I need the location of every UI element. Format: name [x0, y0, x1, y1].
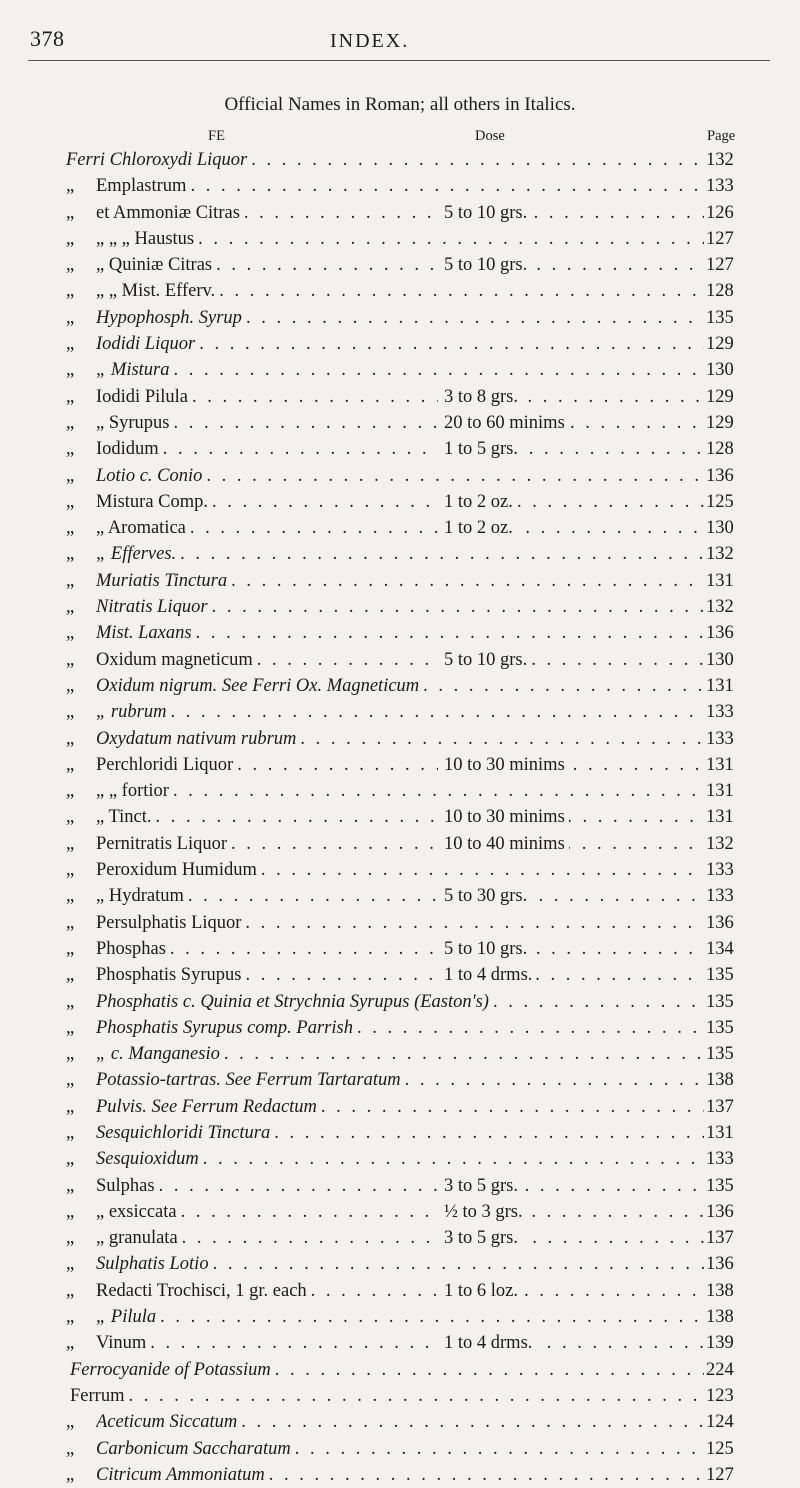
ditto-mark: „: [66, 570, 75, 591]
ditto-mark: „: [66, 1070, 75, 1091]
entry-page: 126: [706, 200, 766, 226]
ditto-mark: „: [66, 938, 75, 959]
entry-page: 132: [706, 831, 766, 857]
entry-page: 131: [706, 752, 766, 778]
index-entry: [0, 173, 800, 199]
ditto-mark: „: [66, 1464, 75, 1485]
index-entry: [0, 147, 800, 173]
column-header-dose: Dose: [475, 128, 505, 144]
entry-dose: 5 to 10 grs.: [438, 200, 531, 226]
ditto-mark: „: [66, 649, 75, 670]
entry-name-leader: [96, 647, 704, 673]
entry-name-leader: [96, 594, 704, 620]
index-entry: [0, 436, 800, 462]
ditto-mark: „: [66, 728, 75, 749]
entry-name-leader: [96, 752, 704, 778]
entry-name-leader: [96, 278, 704, 304]
index-entry: [0, 804, 800, 830]
entry-page: 133: [706, 699, 766, 725]
entry-dose: 5 to 10 grs.: [438, 936, 531, 962]
entry-page: 129: [706, 384, 766, 410]
index-entry: [0, 1357, 800, 1383]
entry-name: Persulphatis Liquor: [96, 912, 242, 933]
index-entry: [0, 778, 800, 804]
entry-page: 125: [706, 1436, 766, 1462]
column-header-fe: FE: [208, 128, 225, 144]
entry-page: 135: [706, 1015, 766, 1041]
entry-page: 131: [706, 568, 766, 594]
index-entry: [0, 357, 800, 383]
entry-dose: 10 to 30 minims: [438, 804, 569, 830]
index-entry: [0, 200, 800, 226]
entry-name: Carbonicum Saccharatum: [96, 1438, 291, 1459]
entry-name: Pulvis. See Ferrum Redactum: [96, 1096, 317, 1117]
index-entry: [0, 278, 800, 304]
entry-name: Iodidi Liquor: [96, 334, 196, 355]
entry-name: „ Pilula: [96, 1307, 157, 1328]
entry-name: Sulphas: [96, 1175, 155, 1196]
ditto-mark: „: [66, 1254, 75, 1275]
entry-dose: 10 to 40 minims: [438, 831, 569, 857]
entry-page: 138: [706, 1304, 766, 1330]
entry-page: 135: [706, 305, 766, 331]
index-entry: [0, 1330, 800, 1356]
entry-page: 123: [706, 1383, 766, 1409]
entry-dose: 1 to 2 oz.: [438, 489, 517, 515]
entry-name: Ferri Chloroxydi Liquor: [66, 150, 248, 170]
index-entry: [0, 647, 800, 673]
entry-name-leader: [96, 778, 704, 804]
entry-page: 129: [706, 410, 766, 436]
entry-page: 132: [706, 147, 766, 173]
entry-name: Sulphatis Lotio: [96, 1254, 209, 1275]
index-entry: [0, 1199, 800, 1225]
entry-name-leader: [96, 173, 704, 199]
entry-page: 130: [706, 647, 766, 673]
entry-dose: 20 to 60 minims: [438, 410, 569, 436]
entry-name: Phosphatis c. Quinia et Strychnia Syrupus (Easton's): [96, 991, 489, 1012]
running-head: INDEX.: [330, 30, 410, 52]
entry-page: 133: [706, 726, 766, 752]
entry-name: Emplastrum: [96, 176, 187, 197]
index-entry: [0, 699, 800, 725]
entry-page: 129: [706, 331, 766, 357]
index-entry: [0, 883, 800, 909]
entry-name-leader: [96, 436, 704, 462]
entry-name-leader: [96, 1015, 704, 1041]
ditto-mark: „: [66, 991, 75, 1012]
entry-name: Oxidum nigrum. See Ferri Ox. Magneticum: [96, 675, 420, 696]
entry-name: „ Aromatica: [96, 518, 186, 539]
entry-page: 133: [706, 857, 766, 883]
column-headers: [0, 128, 800, 146]
entry-page: 128: [706, 436, 766, 462]
entry-name: Aceticum Siccatum: [96, 1412, 238, 1433]
index-entry: [0, 489, 800, 515]
index-entry: [0, 463, 800, 489]
entry-name: „ c. Manganesio: [96, 1044, 220, 1065]
header-rule: [28, 60, 770, 61]
ditto-mark: „: [66, 228, 75, 249]
ditto-mark: „: [66, 1201, 75, 1222]
entry-name-leader: [96, 200, 704, 226]
ditto-mark: „: [66, 860, 75, 881]
index-entry: [0, 1120, 800, 1146]
entry-name: „ Syrupus: [96, 412, 170, 433]
entry-name: Muriatis Tinctura: [96, 570, 228, 591]
index-entry: [0, 1436, 800, 1462]
ditto-mark: „: [66, 1044, 75, 1065]
entry-page: 124: [706, 1409, 766, 1435]
entry-name: Ferrum: [70, 1385, 125, 1406]
entry-dose: 1 to 2 oz.: [438, 515, 517, 541]
ditto-mark: „: [66, 465, 75, 486]
entry-page: 136: [706, 1251, 766, 1277]
entry-dose: 5 to 10 grs.: [438, 252, 531, 278]
entry-page: 133: [706, 173, 766, 199]
index-entry: [0, 1067, 800, 1093]
entry-name: Oxidum magneticum: [96, 649, 253, 670]
entry-dose: 1 to 6 loz.: [438, 1278, 522, 1304]
entry-name: Iodidum: [96, 439, 159, 460]
entry-name-leader: [96, 357, 704, 383]
entry-name: „ „ Mist. Efferv.: [96, 281, 216, 302]
ditto-mark: „: [66, 334, 75, 355]
entry-name-leader: [96, 726, 704, 752]
entry-name: Potassio-tartras. See Ferrum Tartaratum: [96, 1070, 401, 1091]
entry-page: 128: [706, 278, 766, 304]
entry-page: 132: [706, 541, 766, 567]
entry-name-leader: [96, 1409, 704, 1435]
entry-dose: 5 to 30 grs.: [438, 883, 531, 909]
entry-page: 133: [706, 883, 766, 909]
index-entry: [0, 594, 800, 620]
entry-name-leader: [96, 857, 704, 883]
ditto-mark: „: [66, 439, 75, 460]
ditto-mark: „: [66, 202, 75, 223]
entry-page: 136: [706, 1199, 766, 1225]
ditto-mark: „: [66, 754, 75, 775]
ditto-mark: „: [66, 1307, 75, 1328]
entry-name-leader: [96, 1304, 704, 1330]
ditto-mark: „: [66, 386, 75, 407]
index-entry: [0, 752, 800, 778]
entry-dose: 3 to 5 grs.: [438, 1225, 522, 1251]
index-entry: [0, 252, 800, 278]
index-entry: [0, 568, 800, 594]
entry-name: Hypophosph. Syrup: [96, 307, 242, 328]
entry-name-leader: [96, 331, 704, 357]
index-entry: [0, 857, 800, 883]
ditto-mark: „: [66, 491, 75, 512]
entry-name-leader: [96, 1146, 704, 1172]
ditto-mark: „: [66, 518, 75, 539]
entry-page: 136: [706, 910, 766, 936]
entry-name-leader: [96, 1199, 704, 1225]
index-entry: [0, 831, 800, 857]
entry-name: Perchloridi Liquor: [96, 754, 234, 775]
entry-page: 131: [706, 778, 766, 804]
ditto-mark: „: [66, 1412, 75, 1433]
entry-name: Sesquichloridi Tinctura: [96, 1122, 271, 1143]
ditto-mark: „: [66, 912, 75, 933]
ditto-mark: „: [66, 281, 75, 302]
ditto-mark: „: [66, 412, 75, 433]
index-entry: [0, 1173, 800, 1199]
entry-name: Phosphatis Syrupus comp. Parrish: [96, 1017, 353, 1038]
index-entry: [0, 541, 800, 567]
entry-page: 138: [706, 1278, 766, 1304]
entry-name: Phosphatis Syrupus: [96, 965, 242, 986]
index-entry: [0, 989, 800, 1015]
entry-name-leader: [96, 910, 704, 936]
ditto-mark: „: [66, 1096, 75, 1117]
ditto-mark: „: [66, 1438, 75, 1459]
ditto-mark: „: [66, 781, 75, 802]
index-entry: [0, 1251, 800, 1277]
entry-page: 131: [706, 1120, 766, 1146]
entry-name-leader: [96, 831, 704, 857]
index-entry: [0, 410, 800, 436]
index-entry: [0, 910, 800, 936]
entry-name: Ferrocyanide of Potassium: [70, 1359, 271, 1380]
entry-dose: 10 to 30 minims: [438, 752, 569, 778]
entry-name-leader: [96, 463, 704, 489]
entry-name-leader: [66, 147, 704, 173]
entry-page: 135: [706, 962, 766, 988]
index-entry: [0, 1146, 800, 1172]
entry-dose: 1 to 5 grs.: [438, 436, 522, 462]
ditto-mark: „: [66, 1175, 75, 1196]
entry-name-leader: [96, 1462, 704, 1488]
entry-name-leader: [96, 962, 704, 988]
entry-dose: 5 to 10 grs.: [438, 647, 531, 673]
index-subtitle: Official Names in Roman; all others in Italics.: [224, 94, 576, 115]
ditto-mark: „: [66, 1017, 75, 1038]
ditto-mark: „: [66, 702, 75, 723]
entry-page: 136: [706, 463, 766, 489]
entry-name-leader: [96, 515, 704, 541]
ditto-mark: „: [66, 1280, 75, 1301]
ditto-mark: „: [66, 597, 75, 618]
index-entry: [0, 331, 800, 357]
entry-name-leader: [96, 620, 704, 646]
entry-dose: 3 to 8 grs.: [438, 384, 522, 410]
entry-name: „ granulata: [96, 1228, 178, 1249]
index-entry: [0, 1304, 800, 1330]
index-entry: [0, 1094, 800, 1120]
index-entry: [0, 726, 800, 752]
entry-name-leader: [70, 1383, 704, 1409]
entry-name: Lotio c. Conio: [96, 465, 203, 486]
entry-name: Pernitratis Liquor: [96, 833, 228, 854]
index-entry: [0, 962, 800, 988]
ditto-mark: „: [66, 1122, 75, 1143]
entry-name: Redacti Trochisci, 1 gr. each: [96, 1280, 307, 1301]
entry-name-leader: [96, 384, 704, 410]
entry-name: Sesquioxidum: [96, 1149, 199, 1170]
ditto-mark: „: [66, 255, 75, 276]
index-entry: [0, 226, 800, 252]
entry-name-leader: [96, 1041, 704, 1067]
entry-name-leader: [96, 1436, 704, 1462]
ditto-mark: „: [66, 886, 75, 907]
entry-name-leader: [96, 1094, 704, 1120]
index-entry: [0, 1383, 800, 1409]
index-entry: [0, 1041, 800, 1067]
entry-name: Phosphas: [96, 938, 166, 959]
entry-name-leader: [96, 1330, 704, 1356]
entry-name: „ Tinct.: [96, 807, 152, 828]
entry-name-leader: [96, 1225, 704, 1251]
index-entry: [0, 1409, 800, 1435]
index-entry: [0, 1462, 800, 1488]
entry-name: „ Mistura: [96, 360, 170, 381]
entry-page: 130: [706, 357, 766, 383]
ditto-mark: „: [66, 965, 75, 986]
ditto-mark: „: [66, 623, 75, 644]
entry-dose: 1 to 4 drms.: [438, 962, 536, 988]
entry-name-leader: [96, 1120, 704, 1146]
entry-name: Mist. Laxans: [96, 623, 192, 644]
entry-page: 139: [706, 1330, 766, 1356]
entry-name-leader: [96, 1173, 704, 1199]
entry-page: 131: [706, 673, 766, 699]
entry-page: 132: [706, 594, 766, 620]
entry-dose: 1 to 4 drms.: [438, 1330, 536, 1356]
index-entries: [0, 147, 800, 1488]
entry-name-leader: [96, 883, 704, 909]
entry-name-leader: [96, 1251, 704, 1277]
index-entry: [0, 620, 800, 646]
page-number: 378: [30, 26, 65, 51]
entry-name-leader: [96, 568, 704, 594]
ditto-mark: „: [66, 176, 75, 197]
entry-page: 133: [706, 1146, 766, 1172]
ditto-mark: „: [66, 1333, 75, 1354]
entry-name-leader: [96, 541, 704, 567]
entry-name-leader: [96, 699, 704, 725]
ditto-mark: „: [66, 833, 75, 854]
index-entry: [0, 1225, 800, 1251]
entry-name: et Ammoniæ Citras: [96, 202, 240, 223]
entry-name: „ „ „ Haustus: [96, 228, 195, 249]
entry-name-leader: [96, 226, 704, 252]
entry-name: Peroxidum Humidum: [96, 860, 257, 881]
index-entry: [0, 515, 800, 541]
entry-name: „ Efferves.: [96, 544, 177, 565]
entry-page: 135: [706, 1041, 766, 1067]
entry-name: „ Quiniæ Citras: [96, 255, 213, 276]
entry-page: 134: [706, 936, 766, 962]
index-entry: [0, 1278, 800, 1304]
entry-page: 138: [706, 1067, 766, 1093]
index-entry: [0, 936, 800, 962]
ditto-mark: „: [66, 1149, 75, 1170]
entry-page: 127: [706, 226, 766, 252]
entry-page: 130: [706, 515, 766, 541]
entry-dose: 3 to 5 grs.: [438, 1173, 522, 1199]
entry-page: 135: [706, 989, 766, 1015]
entry-page: 137: [706, 1225, 766, 1251]
entry-name: „ rubrum: [96, 702, 167, 723]
entry-name-leader: [96, 1067, 704, 1093]
entry-page: 131: [706, 804, 766, 830]
entry-name: „ Hydratum: [96, 886, 184, 907]
ditto-mark: „: [66, 544, 75, 565]
entry-name-leader: [96, 936, 704, 962]
entry-dose: ½ to 3 grs.: [438, 1199, 527, 1225]
entry-page: 127: [706, 1462, 766, 1488]
entry-page: 135: [706, 1173, 766, 1199]
entry-page: 224: [706, 1357, 766, 1383]
entry-name-leader: [70, 1357, 704, 1383]
ditto-mark: „: [66, 360, 75, 381]
entry-name: Iodidi Pilula: [96, 386, 188, 407]
index-entry: [0, 305, 800, 331]
entry-name-leader: [96, 410, 704, 436]
entry-page: 137: [706, 1094, 766, 1120]
entry-page: 136: [706, 620, 766, 646]
entry-name-leader: [96, 252, 704, 278]
entry-name: Oxydatum nativum rubrum: [96, 728, 297, 749]
entry-name: „ exsiccata: [96, 1201, 177, 1222]
entry-name-leader: [96, 804, 704, 830]
entry-name: Mistura Comp.: [96, 491, 209, 512]
entry-name-leader: [96, 673, 704, 699]
entry-name-leader: [96, 989, 704, 1015]
ditto-mark: „: [66, 675, 75, 696]
ditto-mark: „: [66, 807, 75, 828]
entry-name: Citricum Ammoniatum: [96, 1464, 265, 1485]
ditto-mark: „: [66, 307, 75, 328]
column-header-page: Page: [707, 128, 736, 144]
entry-name: Nitratis Liquor: [96, 597, 208, 618]
entry-page: 127: [706, 252, 766, 278]
entry-name: Vinum: [96, 1333, 147, 1354]
index-entry: [0, 673, 800, 699]
entry-name-leader: [96, 489, 704, 515]
entry-name-leader: [96, 1278, 704, 1304]
ditto-mark: „: [66, 1228, 75, 1249]
index-entry: [0, 384, 800, 410]
entry-name: „ „ fortior: [96, 781, 169, 802]
index-entry: [0, 1015, 800, 1041]
entry-name-leader: [96, 305, 704, 331]
entry-page: 125: [706, 489, 766, 515]
